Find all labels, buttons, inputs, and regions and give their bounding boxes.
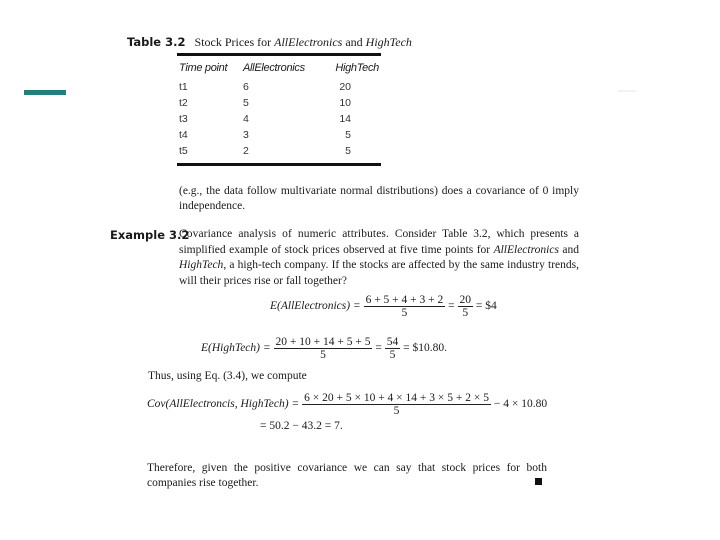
equation-tail: − 4 × 10.80 bbox=[493, 398, 548, 411]
example-text: Consider Table 3.2, which presents a simplified example of stock prices observed at five time points for bbox=[179, 228, 579, 256]
table-row bbox=[177, 127, 381, 143]
stock-price-table bbox=[177, 53, 381, 166]
denominator: 5 bbox=[458, 306, 474, 319]
table-row bbox=[177, 79, 381, 95]
table-row bbox=[177, 95, 381, 111]
table-caption bbox=[127, 35, 412, 50]
equation-mean-allelectronics bbox=[270, 294, 497, 319]
decorative-mark bbox=[618, 90, 636, 92]
header-time-point: Time point bbox=[179, 62, 228, 74]
example-text: , a high-tech company. If the stocks are affected by the same industry trends, will their prices rise or fall together? bbox=[179, 259, 579, 287]
header-allelectronics: AllElectronics bbox=[243, 62, 305, 74]
numerator: 6 × 20 + 5 × 10 + 4 × 14 + 3 × 5 + 2 × 5 bbox=[304, 392, 489, 404]
equation-lhs: Cov(AllElectroncis, HighTech) = bbox=[147, 398, 300, 411]
cell-allelectronics: 4 bbox=[243, 112, 249, 125]
table-label: Table 3.2 bbox=[127, 35, 186, 49]
cell-hightech: 14 bbox=[339, 112, 351, 125]
equals: = bbox=[375, 342, 382, 355]
denominator: 5 bbox=[302, 404, 491, 417]
cell-time: t4 bbox=[179, 128, 188, 141]
equals: = bbox=[448, 300, 455, 313]
caption-text: and bbox=[345, 35, 363, 49]
table-bottom-rule bbox=[177, 163, 381, 166]
header-hightech: HighTech bbox=[335, 62, 379, 74]
equation-covariance-result: = 50.2 − 43.2 = 7. bbox=[260, 420, 343, 432]
cell-time: t5 bbox=[179, 144, 188, 157]
cell-allelectronics: 6 bbox=[243, 80, 249, 93]
denominator: 5 bbox=[385, 348, 401, 361]
cell-hightech: 10 bbox=[339, 96, 351, 109]
caption-text: Stock Prices for bbox=[194, 35, 272, 49]
equation-lhs: E(AllElectronics) = bbox=[270, 300, 361, 313]
cell-allelectronics: 3 bbox=[243, 128, 249, 141]
thus-text: Thus, using Eq. (3.4), we compute bbox=[148, 370, 307, 382]
accent-bar bbox=[24, 90, 66, 95]
intro-paragraph: (e.g., the data follow multivariate normal distributions) does a covariance of 0 imply independence. bbox=[179, 185, 579, 212]
cell-hightech: 5 bbox=[345, 128, 351, 141]
denominator: 5 bbox=[274, 348, 373, 361]
conclusion-paragraph: Therefore, given the positive covariance we can say that stock prices for both companies rise together. bbox=[147, 462, 547, 489]
caption-company-a: AllElectronics bbox=[274, 35, 343, 49]
table-header-row bbox=[177, 56, 381, 79]
example-label: Example 3.2 bbox=[110, 228, 190, 242]
equation-mean-hightech bbox=[201, 336, 447, 361]
fraction bbox=[458, 294, 474, 319]
cell-time: t1 bbox=[179, 80, 188, 93]
denominator: 5 bbox=[364, 306, 446, 319]
company-hightech: HighTech bbox=[179, 259, 224, 271]
example-title: Covariance analysis of numeric attributes. bbox=[179, 228, 389, 240]
cell-time: t2 bbox=[179, 96, 188, 109]
numerator: 6 + 5 + 4 + 3 + 2 bbox=[365, 294, 444, 306]
fraction bbox=[385, 336, 401, 361]
equation-result: = $10.80. bbox=[403, 342, 447, 355]
fraction bbox=[364, 294, 446, 319]
cell-hightech: 20 bbox=[339, 80, 351, 93]
qed-square-icon bbox=[535, 478, 542, 485]
caption-company-b: HighTech bbox=[365, 35, 412, 49]
cell-allelectronics: 5 bbox=[243, 96, 249, 109]
equation-lhs: E(HighTech) = bbox=[201, 342, 271, 355]
equation-covariance bbox=[147, 392, 547, 417]
equation-result: = $4 bbox=[475, 300, 497, 313]
cell-allelectronics: 2 bbox=[243, 144, 249, 157]
numerator: 54 bbox=[386, 336, 399, 348]
fraction bbox=[274, 336, 373, 361]
table-row bbox=[177, 143, 381, 159]
example-text: and bbox=[558, 243, 579, 256]
company-allelectronics: AllElectronics bbox=[493, 243, 559, 256]
fraction bbox=[302, 392, 491, 417]
table-row bbox=[177, 111, 381, 127]
cell-time: t3 bbox=[179, 112, 188, 125]
numerator: 20 + 10 + 14 + 5 + 5 bbox=[275, 336, 371, 348]
example-body bbox=[179, 227, 579, 289]
numerator: 20 bbox=[459, 294, 472, 306]
cell-hightech: 5 bbox=[345, 144, 351, 157]
